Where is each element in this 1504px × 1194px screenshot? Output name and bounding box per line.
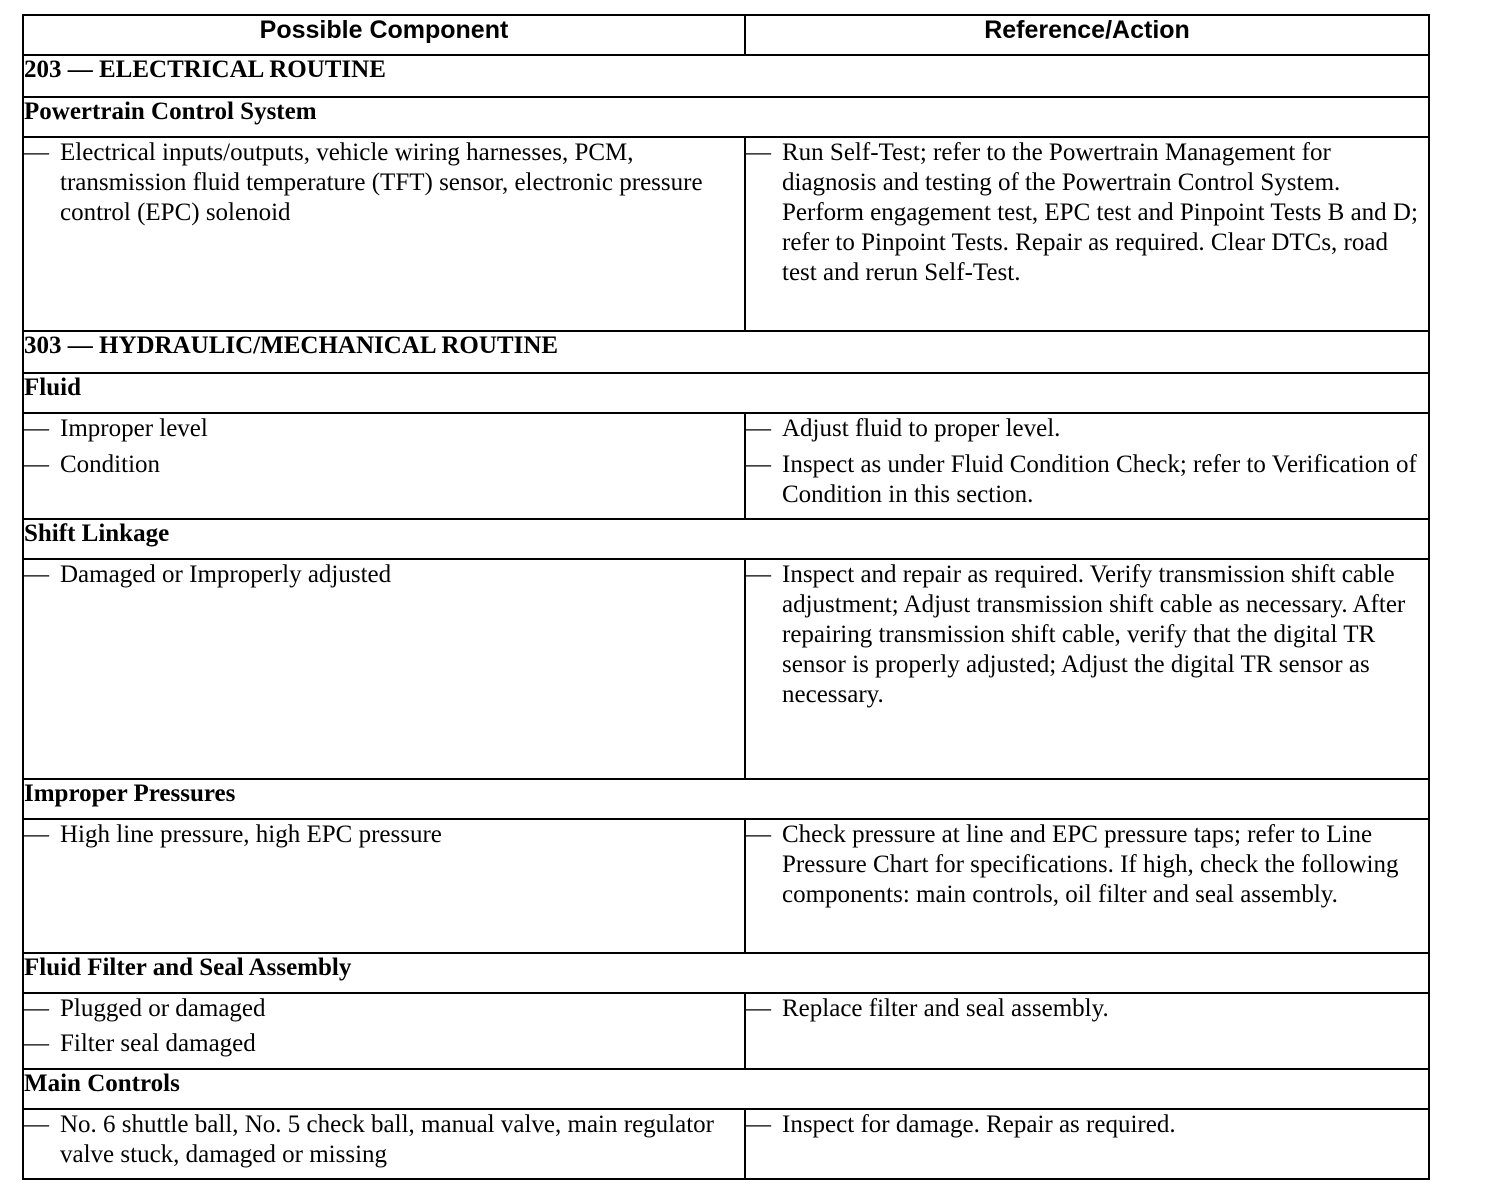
component-text: Condition (60, 451, 161, 478)
section-title: Improper Pressures (23, 779, 1429, 819)
dash-marker: — (746, 415, 771, 442)
action-item (746, 1110, 1428, 1140)
dash-marker: — (24, 561, 49, 588)
component-cell (23, 819, 745, 953)
column-header-possible-component: Possible Component (23, 15, 745, 55)
component-item (24, 138, 744, 228)
action-text: Check pressure at line and EPC pressure taps; refer to Line Pressure Chart for specifications. If high, check the following components: main controls, oil filter and seal assembly. (782, 821, 1399, 908)
action-text: Inspect for damage. Repair as required. (782, 1111, 1176, 1138)
component-text: No. 6 shuttle ball, No. 5 check ball, manual valve, main regulator valve stuck, damaged or missing (60, 1111, 714, 1168)
column-header-reference-action: Reference/Action (745, 15, 1429, 55)
section-title: Powertrain Control System (23, 97, 1429, 137)
section-row (23, 373, 1429, 413)
dash-marker: — (24, 995, 49, 1022)
action-item (746, 414, 1428, 444)
action-item (746, 138, 1428, 288)
dash-marker: — (24, 451, 49, 478)
component-cell (23, 559, 745, 779)
table-row (23, 413, 1429, 519)
table-row (23, 137, 1429, 331)
component-cell (23, 137, 745, 331)
component-cell (23, 413, 745, 519)
dash-marker: — (746, 139, 771, 166)
routine-title: 203 — ELECTRICAL ROUTINE (23, 55, 1429, 97)
dash-marker: — (24, 821, 49, 848)
section-row (23, 97, 1429, 137)
table-row (23, 993, 1429, 1069)
table-row (23, 1109, 1429, 1179)
component-text: Electrical inputs/outputs, vehicle wiring harnesses, PCM, transmission fluid temperature (TFT) sensor, electronic pressure control (EPC) solenoid (60, 139, 703, 226)
component-text: Damaged or Improperly adjusted (60, 561, 392, 588)
routine-title: 303 — HYDRAULIC/MECHANICAL ROUTINE (23, 331, 1429, 373)
section-title: Shift Linkage (23, 519, 1429, 559)
component-text: Plugged or damaged (60, 995, 266, 1022)
table-header-row (23, 15, 1429, 55)
component-item (24, 820, 744, 850)
action-text: Replace filter and seal assembly. (782, 995, 1109, 1022)
action-cell (745, 559, 1429, 779)
dash-marker: — (24, 139, 49, 166)
dash-marker: — (746, 995, 771, 1022)
component-item (24, 560, 744, 590)
table-row (23, 559, 1429, 779)
action-item (746, 820, 1428, 910)
component-text: Improper level (60, 415, 208, 442)
component-cell (23, 993, 745, 1069)
component-item (24, 1029, 744, 1059)
component-cell (23, 1109, 745, 1179)
component-item (24, 1110, 744, 1170)
section-row (23, 779, 1429, 819)
component-text: High line pressure, high EPC pressure (60, 821, 442, 848)
section-row (23, 1069, 1429, 1109)
section-row (23, 519, 1429, 559)
action-cell (745, 137, 1429, 331)
action-text: Adjust fluid to proper level. (782, 415, 1061, 442)
dash-marker: — (746, 451, 771, 478)
routine-row (23, 331, 1429, 373)
section-title: Fluid Filter and Seal Assembly (23, 953, 1429, 993)
dash-marker: — (24, 1030, 49, 1057)
dash-marker: — (746, 561, 771, 588)
action-cell (745, 413, 1429, 519)
action-cell (745, 819, 1429, 953)
component-item (24, 414, 744, 444)
action-cell (745, 1109, 1429, 1179)
section-title: Fluid (23, 373, 1429, 413)
action-item (746, 560, 1428, 710)
action-text: Inspect and repair as required. Verify transmission shift cable adjustment; Adjust transmission shift cable as necessary. After repairing transmission shift cable, verify that the digital TR sensor is properly adjusted; Adjust the digital TR sensor as necessary. (782, 561, 1406, 708)
component-item (24, 450, 744, 480)
component-item (24, 994, 744, 1024)
diagnosis-table-page (22, 14, 1428, 1180)
action-item (746, 450, 1428, 510)
routine-row (23, 55, 1429, 97)
dash-marker: — (24, 415, 49, 442)
section-title: Main Controls (23, 1069, 1429, 1109)
action-text: Inspect as under Fluid Condition Check; refer to Verification of Condition in this section. (782, 451, 1417, 508)
action-cell (745, 993, 1429, 1069)
action-text: Run Self-Test; refer to the Powertrain Management for diagnosis and testing of the Powertrain Control System. Perform engagement test, EPC test and Pinpoint Tests B and D; refer to Pinpoint Tests. Repair as required. Clear DTCs, road test and rerun Self-Test. (782, 139, 1418, 286)
component-text: Filter seal damaged (60, 1030, 256, 1057)
table-row (23, 819, 1429, 953)
dash-marker: — (746, 821, 771, 848)
dash-marker: — (24, 1111, 49, 1138)
section-row (23, 953, 1429, 993)
diagnosis-table (22, 14, 1430, 1180)
action-item (746, 994, 1428, 1024)
dash-marker: — (746, 1111, 771, 1138)
